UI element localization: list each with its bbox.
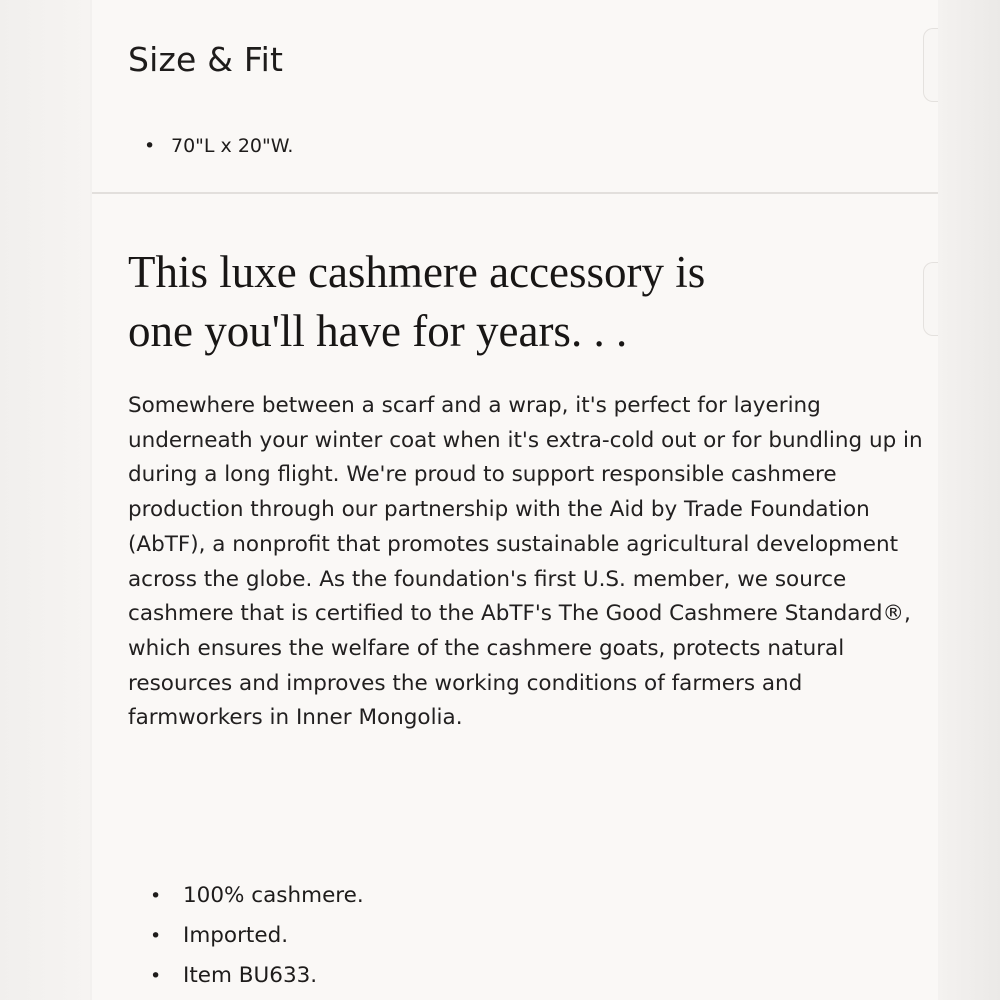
bullet-icon: • bbox=[144, 135, 156, 157]
headline-line-2: one you'll have for years. . . bbox=[128, 306, 628, 356]
product-details-panel bbox=[92, 0, 938, 1000]
size-fit-title[interactable]: Size & Fit bbox=[128, 40, 284, 79]
list-item bbox=[150, 876, 364, 916]
right-page-edge bbox=[938, 0, 1000, 1000]
list-item bbox=[150, 956, 364, 996]
size-fit-text: 70"L x 20"W. bbox=[171, 135, 294, 157]
accordion-toggle-details[interactable] bbox=[923, 262, 938, 336]
section-divider bbox=[92, 192, 938, 194]
size-fit-list bbox=[128, 132, 293, 160]
list-item bbox=[150, 916, 364, 956]
spec-item-number: Item BU633. bbox=[183, 963, 318, 988]
spec-material: 100% cashmere. bbox=[183, 883, 364, 908]
product-description: Somewhere between a scarf and a wrap, it's perfect for layering underneath your winter coat when it's extra-cold out or for bundling up in during a long flight. We're proud to support responsible cashmere production through our partnership with the Aid by Trade Foundation (AbTF), a nonprofit that promotes sustainable agricultural development across the globe. As the foundation's first U.S. member, we source cashmere that is certified to the AbTF's The Good Cashmere Standard®, which ensures the welfare of the cashmere goats, protects natural resources and improves the working conditions of farmers and farmworkers in Inner Mongolia. bbox=[128, 393, 923, 731]
product-headline bbox=[128, 243, 888, 361]
accordion-toggle-size-fit[interactable] bbox=[923, 28, 938, 102]
headline-line-1: This luxe cashmere accessory is bbox=[128, 247, 706, 297]
bullet-icon: • bbox=[150, 925, 162, 947]
left-page-edge bbox=[0, 0, 90, 1000]
bullet-icon: • bbox=[150, 885, 162, 907]
bullet-icon: • bbox=[150, 965, 162, 987]
list-item bbox=[128, 132, 293, 160]
product-spec-list bbox=[150, 876, 364, 996]
spec-origin: Imported. bbox=[183, 923, 289, 948]
